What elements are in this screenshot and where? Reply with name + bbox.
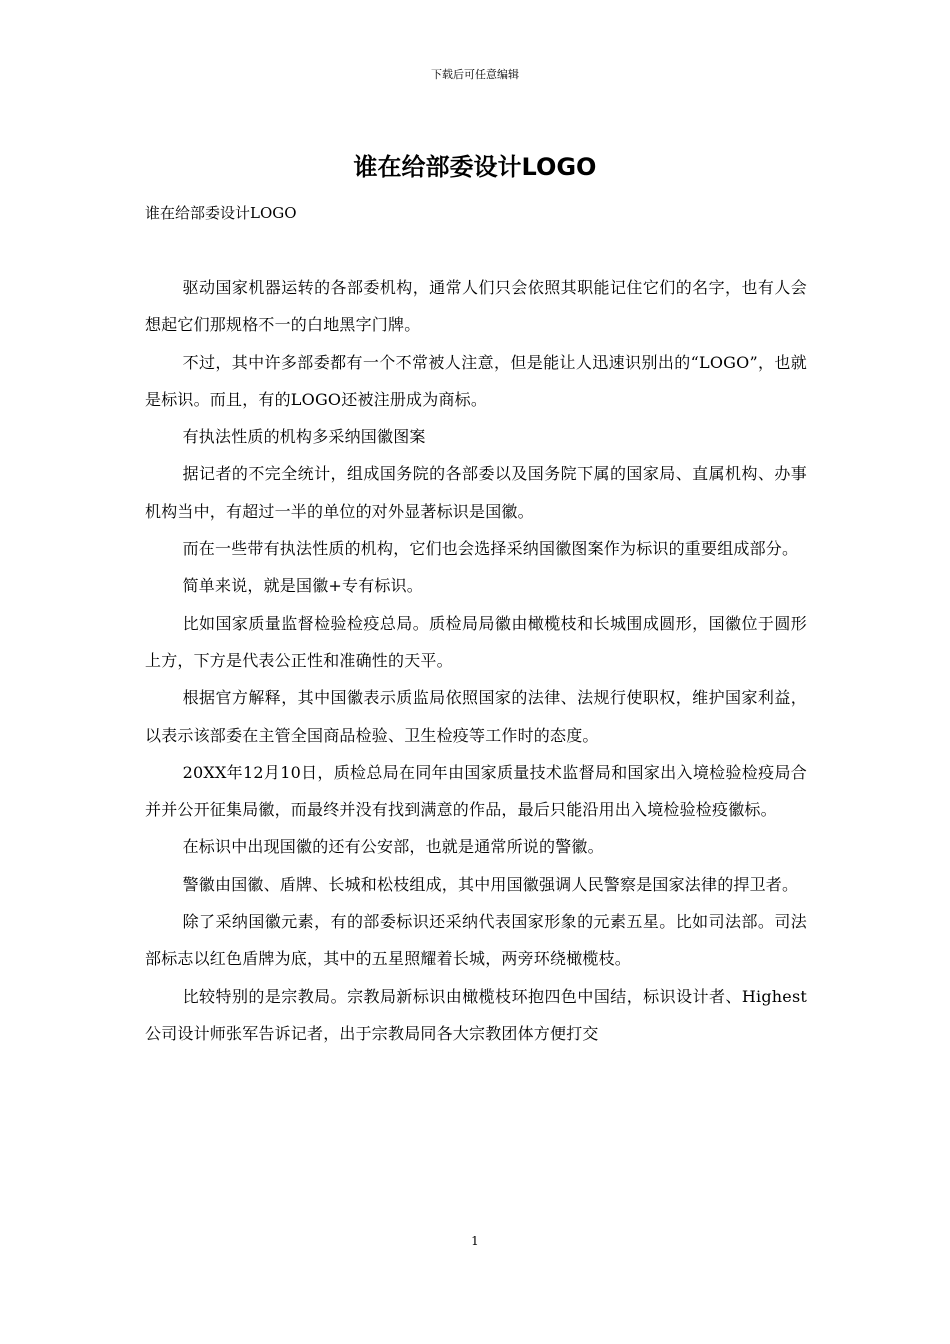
paragraph: 除了采纳国徽元素，有的部委标识还采纳代表国家形象的元素五星。比如司法部。司法部标志以红色盾牌为底，其中的五星照耀着长城，两旁环绕橄榄枝。 (145, 912, 807, 969)
paragraph: 据记者的不完全统计，组成国务院的各部委以及国务院下属的国家局、直属机构、办事机构当中，有超过一半的单位的对外显著标识是国徽。 (145, 464, 807, 521)
page-header-note: 下载后可任意编辑 (431, 68, 519, 81)
paragraph: 比如国家质量监督检验检疫总局。质检局局徽由橄榄枝和长城围成圆形，国徽位于圆形上方，下方是代表公正性和准确性的天平。 (145, 613, 807, 670)
paragraph: 根据官方解释，其中国徽表示质监局依照国家的法律、法规行使职权，维护国家利益，以表示该部委在主管全国商品检验、卫生检疫等工作时的态度。 (145, 688, 807, 745)
page-number: 1 (471, 1234, 479, 1248)
paragraph: 驱动国家机器运转的各部委机构，通常人们只会依照其职能记住它们的名字，也有人会想起它们那规格不一的白地黑字门牌。 (145, 278, 807, 335)
paragraph: 而在一些带有执法性质的机构，它们也会选择采纳国徽图案作为标识的重要组成部分。 (182, 539, 799, 559)
document-title: 谁在给部委设计LOGO (353, 153, 597, 181)
paragraph: 不过，其中许多部委都有一个不常被人注意，但是能让人迅速识别出的“LOGO”，也就是标识。而且，有的LOGO还被注册成为商标。 (145, 352, 807, 409)
paragraph: 20XX年12月10日，质检总局在同年由国家质量技术监督局和国家出入境检验检疫局合并并公开征集局徽，而最终并没有找到满意的作品，最后只能沿用出入境检验检疫徽标。 (145, 762, 807, 820)
paragraph: 简单来说，就是国徽+专有标识。 (182, 576, 424, 596)
document-body (145, 269, 807, 1052)
document-subtitle: 谁在给部委设计LOGO (145, 204, 297, 222)
paragraph: 在标识中出现国徽的还有公安部，也就是通常所说的警徽。 (182, 837, 604, 857)
paragraph: 比较特别的是宗教局。宗教局新标识由橄榄枝环抱四色中国结，标识设计者、Highest公司设计师张军告诉记者，出于宗教局同各大宗教团体方便打交 (145, 986, 807, 1043)
section-heading: 有执法性质的机构多采纳国徽图案 (182, 427, 426, 447)
paragraph: 警徽由国徽、盾牌、长城和松枝组成，其中用国徽强调人民警察是国家法律的捍卫者。 (182, 874, 799, 894)
